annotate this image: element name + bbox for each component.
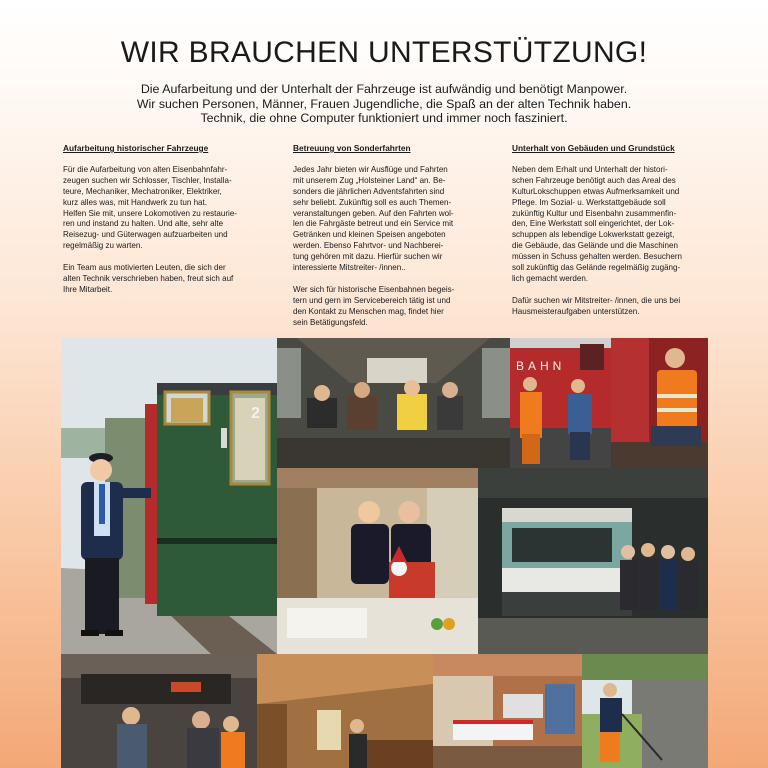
intro-line: Technik, die ohne Computer funktioniert und immer noch fasziniert. bbox=[200, 111, 568, 125]
photo-event-hall bbox=[433, 654, 582, 768]
text-line: schen Fahrzeuge benötigt auch das Areal des bbox=[512, 175, 676, 185]
text-line: kurz alles was, mit Handwerk zu tun hat. bbox=[63, 197, 208, 207]
text-line: Jedes Jahr bieten wir Ausflüge und Fahrten bbox=[293, 164, 448, 174]
text-line: zeugen suchen wir Schlosser, Tischler, Installa- bbox=[63, 175, 232, 185]
photo-workshop-repairs bbox=[61, 654, 257, 768]
text-line: veranstaltungen geben. Auf den Fahrten wol- bbox=[293, 208, 454, 218]
text-line: sein Betätigungsfeld. bbox=[293, 317, 368, 327]
column-building-maintenance bbox=[512, 143, 704, 329]
text-line: müssen in Schuss gehalten werden. Besuchern bbox=[512, 252, 682, 262]
text-line: Hausmeisteraufgaben unterstützen. bbox=[512, 306, 640, 316]
text-line: alten Technik verschrieben haben, freut sich auf bbox=[63, 274, 234, 284]
photo-workers-red-loco bbox=[510, 338, 611, 468]
photo-clubhouse-bar bbox=[257, 654, 433, 768]
photo-team-railcar-station bbox=[478, 468, 708, 654]
column-paragraph bbox=[293, 285, 485, 329]
column-paragraph bbox=[512, 296, 704, 318]
text-line: teure, Mechaniker, Mechatroniker, Elektriker, bbox=[63, 186, 222, 196]
photo-volunteer-orange-vest bbox=[611, 338, 708, 468]
text-line: ren und instand zu halten. Und alte, sehr alte bbox=[63, 219, 224, 229]
text-line: Dafür suchen wir Mitstreiter- /innen, die uns bei bbox=[512, 295, 681, 305]
column-heading: Betreuung von Sonderfahrten bbox=[293, 143, 411, 153]
text-line: tern und gern im Servicebereich tätig ist und bbox=[293, 295, 451, 305]
text-line: lich gemacht werden. bbox=[512, 273, 589, 283]
column-vehicle-restoration bbox=[63, 143, 255, 307]
intro-line: Wir suchen Personen, Männer, Frauen Jugendliche, die Spaß an der alten Technik haben. bbox=[136, 96, 632, 111]
text-line: regelmäßig zu warten. bbox=[63, 241, 143, 251]
column-paragraph bbox=[63, 263, 255, 296]
text-line: den, Eine Werkstatt soll eingerichtet, der Lok- bbox=[512, 219, 675, 229]
intro-text bbox=[110, 82, 658, 126]
text-line: interessierte Mitstreiter- /innen.. bbox=[293, 263, 406, 273]
photo-grounds-maintenance bbox=[582, 654, 708, 768]
photo-passenger-car-interior bbox=[277, 338, 510, 468]
intro-line: Die Aufarbeitung und der Unterhalt der Fahrzeuge ist aufwändig und benötigt Manpower. bbox=[140, 82, 628, 96]
text-line: Reisezug- und Güterwagen aufzuarbeiten und bbox=[63, 230, 228, 240]
poster-title: WIR BRAUCHEN UNTERSTÜTZUNG! bbox=[120, 36, 648, 69]
text-line: Wer sich für historische Eisenbahnen begeis- bbox=[293, 284, 455, 294]
column-heading: Unterhalt von Gebäuden und Grundstück bbox=[512, 143, 675, 153]
text-line: tung gehören mit dazu. Hierfür suchen wir bbox=[293, 252, 443, 262]
text-line: len die Fahrgäste betreut und ein Service mit bbox=[293, 219, 454, 229]
loco-sign-text: BAHN bbox=[516, 359, 566, 373]
door-number-text: 2 bbox=[251, 405, 260, 422]
column-paragraph bbox=[63, 165, 255, 252]
text-line: KulturLokschuppen etwas Aufmerksamkeit und bbox=[512, 186, 680, 196]
column-special-trips bbox=[293, 143, 485, 340]
text-line: zukünftig Kultur und Eisenbahn zusammenfin- bbox=[512, 208, 677, 218]
text-line: Getränken und kleinen Speisen angeboten bbox=[293, 230, 446, 240]
text-line: schuppen als lebendige Lokwerkstatt gezeigt, bbox=[512, 230, 675, 240]
text-line: sehr beliebt. Zukünftig soll es auch Themen- bbox=[293, 197, 452, 207]
column-heading: Aufarbeitung historischer Fahrzeuge bbox=[63, 143, 209, 153]
text-line: soll zukünftig das Gelände regelmäßig zugäng- bbox=[512, 263, 681, 273]
text-line: Ein Team aus motivierten Leuten, die sich der bbox=[63, 263, 226, 273]
text-line: Neben dem Erhalt und Unterhalt der histori- bbox=[512, 164, 668, 174]
text-line: sonders die jährlichen Adventsfahrten sind bbox=[293, 186, 445, 196]
column-paragraph bbox=[512, 165, 704, 285]
text-line: Ihre Mitarbeit. bbox=[63, 284, 113, 294]
column-paragraph bbox=[293, 165, 485, 274]
text-line: mit unserem Zug „Holsteiner Land“ an. Be- bbox=[293, 175, 446, 185]
text-line: werden. Ebenso Fahrtvor- und Nachberei- bbox=[293, 241, 444, 251]
text-line: Helfen Sie mit, unsere Lokomotiven zu restaurie- bbox=[63, 208, 237, 218]
door-number-label bbox=[250, 402, 264, 422]
text-line: die Gebäude, das Gelände und die Maschinen bbox=[512, 241, 678, 251]
text-line: Für die Aufarbeitung von alten Eisenbahnfahr- bbox=[63, 164, 228, 174]
photo-conductor-green-train bbox=[61, 338, 277, 654]
text-line: den Kontakt zu Menschen mag, findet hier bbox=[293, 306, 444, 316]
photo-christmas-service bbox=[277, 468, 478, 654]
text-line: Pflege. Im Sozial- u. Werkstattgebäude soll bbox=[512, 197, 666, 207]
